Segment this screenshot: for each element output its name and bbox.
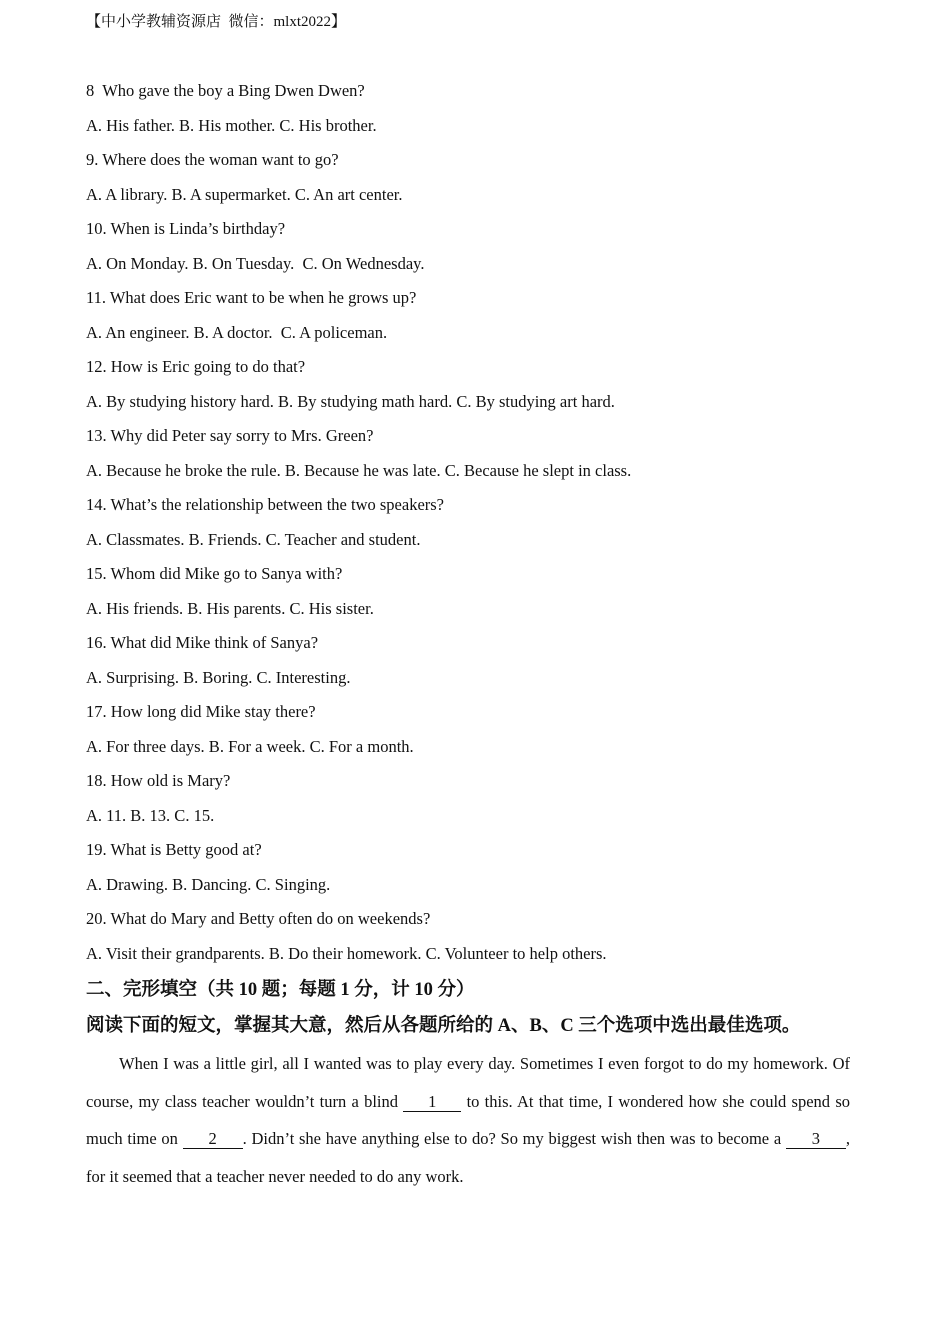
question-17: 17. How long did Mike stay there?	[86, 702, 316, 721]
question-13: 13. Why did Peter say sorry to Mrs. Green?	[86, 426, 374, 445]
question-16: 16. What did Mike think of Sanya?	[86, 633, 319, 652]
options-11: A. An engineer. B. A doctor. C. A policeman.	[86, 322, 388, 342]
question-18: 18. How old is Mary?	[86, 771, 231, 790]
options-8: A. His father. B. His mother. C. His brother.	[86, 115, 377, 135]
options-12: A. By studying history hard. B. By studying math hard. C. By studying art hard.	[86, 391, 615, 411]
options-9: A. A library. B. A supermarket. C. An art center.	[86, 184, 403, 204]
options-18: A. 11. B. 13. C. 15.	[86, 805, 215, 825]
passage-text: . Didn’t she have anything else to do? So my biggest wish then was to become a	[242, 1129, 786, 1148]
options-15: A. His friends. B. His parents. C. His sister.	[86, 598, 374, 618]
question-20: 20. What do Mary and Betty often do on weekends?	[86, 909, 431, 928]
cloze-passage	[86, 1045, 850, 1195]
passage-text: , for it seemed that a teacher never needed to do any work.	[86, 1129, 851, 1186]
question-15: 15. Whom did Mike go to Sanya with?	[86, 564, 343, 583]
passage-text: When I was a little girl, all I wanted was to play every day. Sometimes I even forgot to do my homework. Of course, my class teacher wouldn’t turn a blind	[86, 1054, 850, 1111]
passage-text: to this. At that time, I wondered how she could spend so much time on	[86, 1091, 850, 1148]
options-20: A. Visit their grandparents. B. Do their homework. C. Volunteer to help others.	[86, 943, 607, 963]
section-instruction: 阅读下面的短文，掌握其大意，然后从各题所给的 A、B、C 三个选项中选出最佳选项。	[86, 1016, 801, 1036]
blank-2: 2	[183, 1130, 243, 1149]
question-11: 11. What does Eric want to be when he grows up?	[86, 288, 417, 307]
blank-1: 1	[403, 1093, 461, 1112]
question-19: 19. What is Betty good at?	[86, 840, 262, 859]
listening-questions	[86, 79, 886, 976]
options-19: A. Drawing. B. Dancing. C. Singing.	[86, 874, 331, 894]
question-12: 12. How is Eric going to do that?	[86, 357, 306, 376]
question-9: 9. Where does the woman want to go?	[86, 150, 339, 169]
question-8: 8 Who gave the boy a Bing Dwen Dwen?	[86, 81, 365, 100]
options-13: A. Because he broke the rule. B. Because he was late. C. Because he slept in class.	[86, 460, 632, 480]
page-header-watermark: 【中小学教辅资源店 微信：mlxt2022】	[86, 14, 347, 30]
section-title: 二、完形填空（共 10 题；每题 1 分，计 10 分）	[86, 980, 475, 1000]
blank-3: 3	[786, 1130, 846, 1149]
question-14: 14. What’s the relationship between the two speakers?	[86, 495, 445, 514]
options-10: A. On Monday. B. On Tuesday. C. On Wednesday.	[86, 253, 425, 273]
options-17: A. For three days. B. For a week. C. For a month.	[86, 736, 414, 756]
options-14: A. Classmates. B. Friends. C. Teacher and student.	[86, 529, 421, 549]
question-10: 10. When is Linda’s birthday?	[86, 219, 286, 238]
options-16: A. Surprising. B. Boring. C. Interesting.	[86, 667, 351, 687]
